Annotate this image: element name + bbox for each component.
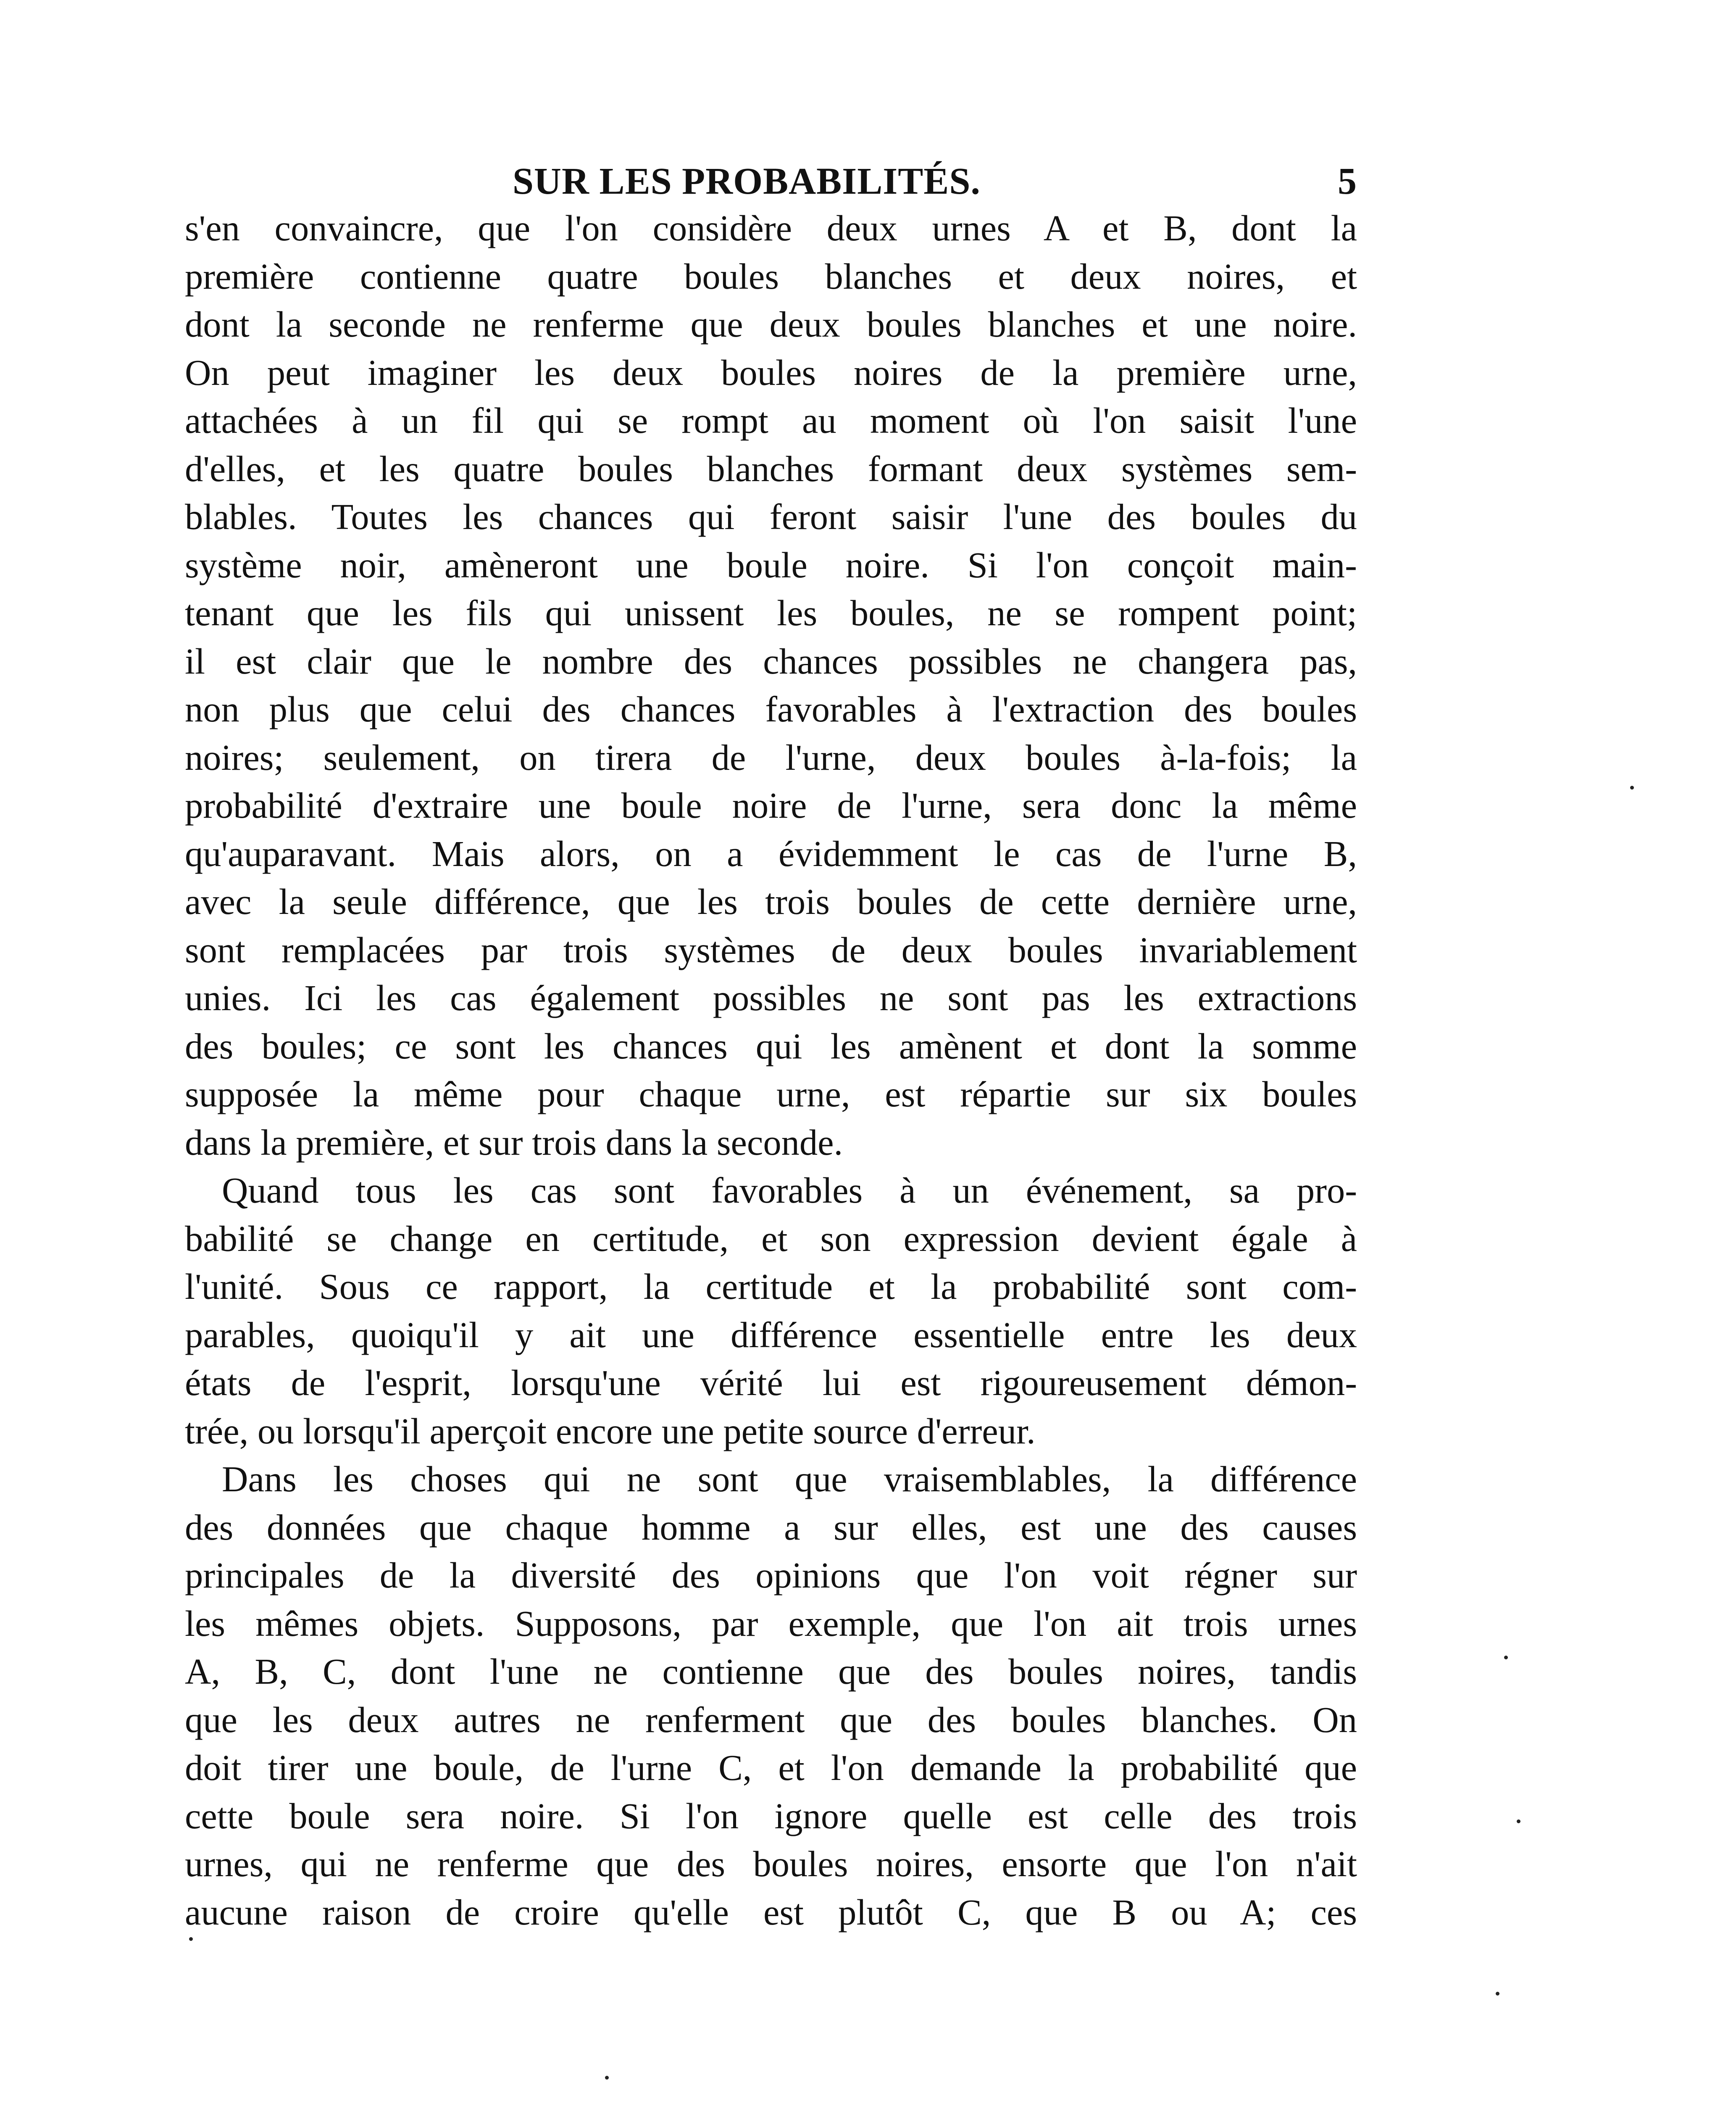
text-line: d'elles, et les quatre boules blanches formant deux systèmes sem- — [185, 448, 1357, 489]
text-line: s'en convaincre, que l'on considère deux urnes A et B, dont la — [185, 208, 1357, 248]
text-line: première contienne quatre boules blanches et deux noires, et — [185, 256, 1357, 297]
text-line: des données que chaque homme a sur elles, est une des causes — [185, 1507, 1357, 1548]
text-line: urnes, qui ne renferme que des boules noires, ensorte que l'on n'ait — [185, 1844, 1357, 1884]
text-line: système noir, amèneront une boule noire. Si l'on conçoit main- — [185, 545, 1357, 585]
text-line: avec la seule différence, que les trois boules de cette dernière urne, — [185, 882, 1357, 922]
text-line: Dans les choses qui ne sont que vraisemblables, la différence — [222, 1459, 1357, 1499]
text-line: babilité se change en certitude, et son expression devient égale à — [185, 1218, 1357, 1259]
scan-speck — [1504, 1656, 1508, 1659]
text-line: dans la première, et sur trois dans la seconde. — [185, 1122, 843, 1163]
text-line: unies. Ici les cas également possibles ne sont pas les extractions — [185, 978, 1357, 1018]
text-line: tenant que les fils qui unissent les boules, ne se rompent point; — [185, 593, 1357, 633]
scan-speck — [1517, 1819, 1520, 1823]
text-line: que les deux autres ne renferment que des boules blanches. On — [185, 1699, 1357, 1740]
scan-speck — [189, 1937, 193, 1941]
text-line: blables. Toutes les chances qui feront saisir l'une des boules du — [185, 497, 1357, 537]
text-line: l'unité. Sous ce rapport, la certitude et la probabilité sont com- — [185, 1266, 1357, 1307]
text-line: cette boule sera noire. Si l'on ignore quelle est celle des trois — [185, 1796, 1357, 1836]
text-line: les mêmes objets. Supposons, par exemple, que l'on ait trois urnes — [185, 1603, 1357, 1644]
text-line: sont remplacées par trois systèmes de deux boules invariablement — [185, 929, 1357, 970]
text-line: doit tirer une boule, de l'urne C, et l'on demande la probabilité que — [185, 1748, 1357, 1788]
page-number: 5 — [1338, 161, 1357, 202]
text-line: noires; seulement, on tirera de l'urne, deux boules à-la-fois; la — [185, 737, 1357, 778]
text-line: probabilité d'extraire une boule noire de l'urne, sera donc la même — [185, 785, 1357, 826]
scan-speck — [605, 2076, 609, 2080]
text-line: trée, ou lorsqu'il aperçoit encore une petite source d'erreur. — [185, 1411, 1036, 1451]
text-line: Quand tous les cas sont favorables à un événement, sa pro- — [222, 1170, 1357, 1211]
text-line: aucune raison de croire qu'elle est plutôt C, que B ou A; ces — [185, 1892, 1357, 1932]
text-line: dont la seconde ne renferme que deux boules blanches et une noire. — [185, 304, 1357, 345]
scan-speck — [1630, 786, 1634, 790]
text-line: On peut imaginer les deux boules noires de la première urne, — [185, 352, 1357, 393]
text-line: supposée la même pour chaque urne, est répartie sur six boules — [185, 1074, 1357, 1114]
text-line: états de l'esprit, lorsqu'une vérité lui est rigoureusement démon- — [185, 1363, 1357, 1403]
running-title: SUR LES PROBABILITÉS. — [513, 161, 981, 202]
text-line: attachées à un fil qui se rompt au moment où l'on saisit l'une — [185, 400, 1357, 441]
text-line: il est clair que le nombre des chances possibles ne changera pas, — [185, 641, 1357, 682]
text-line: A, B, C, dont l'une ne contienne que des boules noires, tandis — [185, 1651, 1357, 1692]
text-line: des boules; ce sont les chances qui les amènent et dont la somme — [185, 1026, 1357, 1066]
text-line: non plus que celui des chances favorables à l'extraction des boules — [185, 689, 1357, 729]
text-line: principales de la diversité des opinions que l'on voit régner sur — [185, 1555, 1357, 1595]
text-line: qu'auparavant. Mais alors, on a évidemment le cas de l'urne B, — [185, 833, 1357, 874]
text-line: parables, quoiqu'il y ait une différence essentielle entre les deux — [185, 1314, 1357, 1355]
body-text — [185, 204, 1357, 1936]
scan-speck — [1496, 1992, 1499, 1996]
running-header — [185, 160, 1357, 210]
